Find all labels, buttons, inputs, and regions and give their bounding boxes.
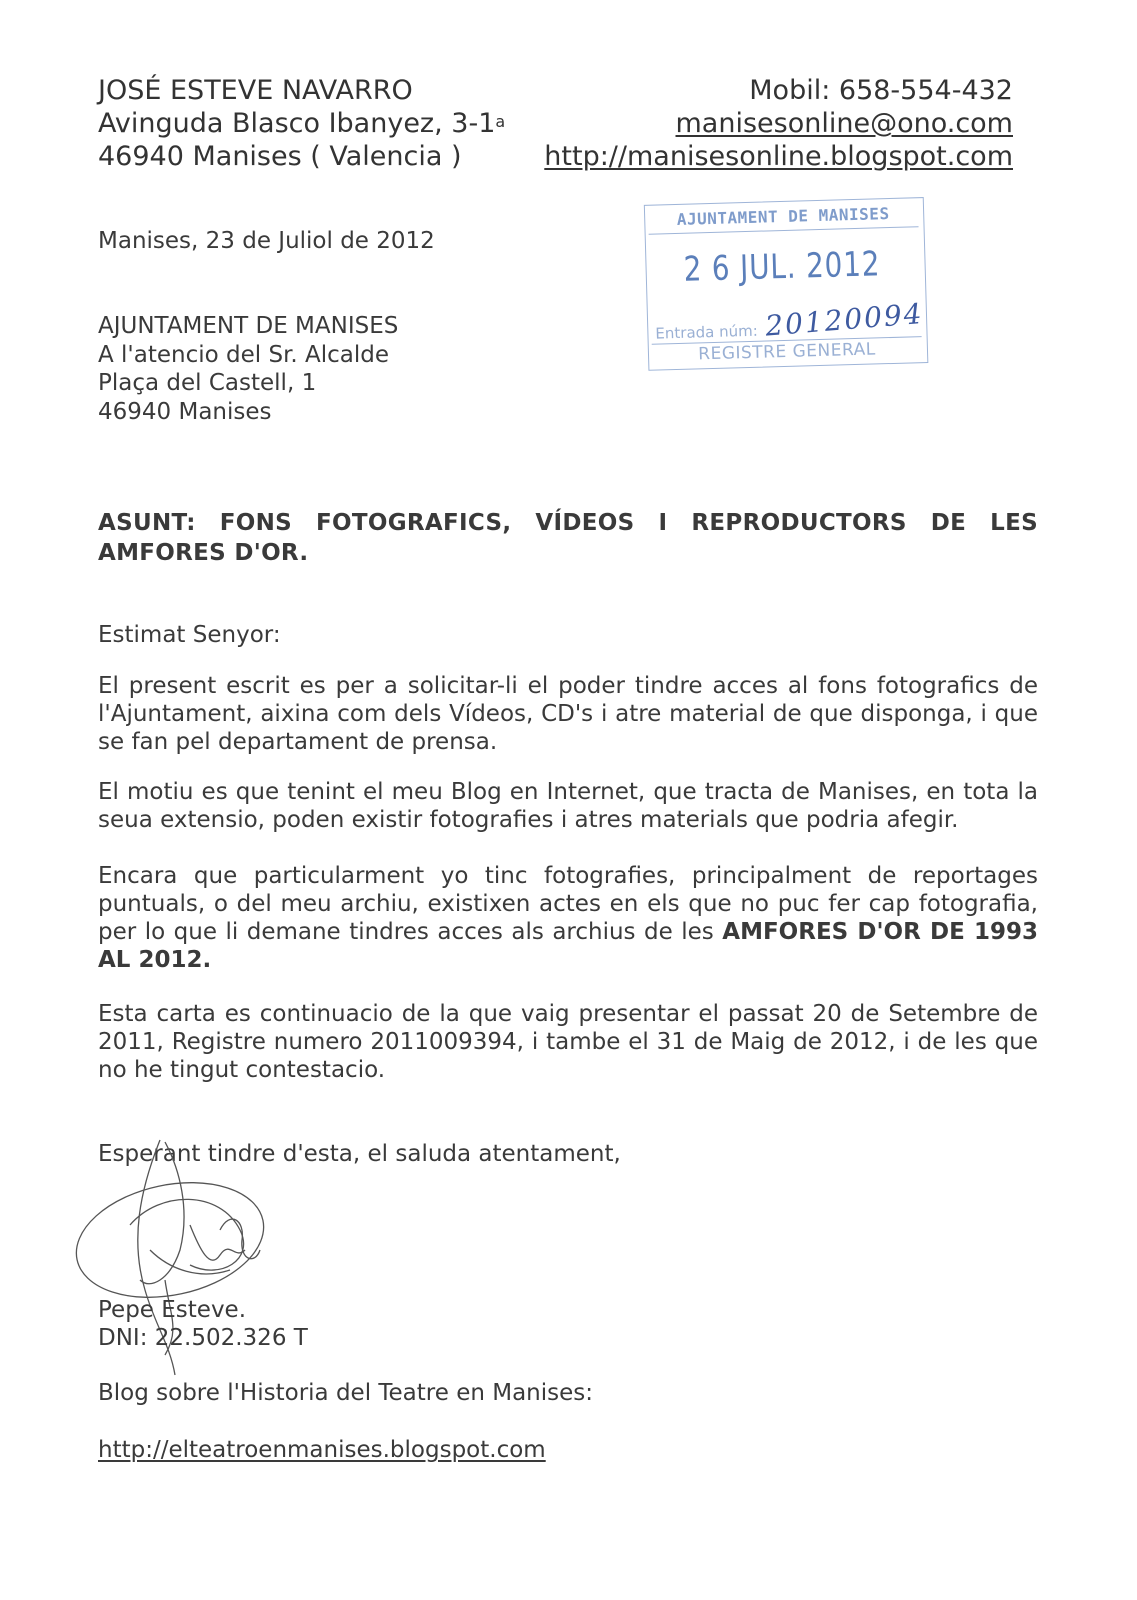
sender-address-line: Avinguda Blasco Ibanyez, 3-1: [98, 108, 496, 139]
blog-url-link[interactable]: http://elteatroenmanises.blogspot.com: [98, 1437, 546, 1463]
recipient-line-3: Plaça del Castell, 1: [98, 370, 317, 396]
recipient-line-2: A l'atencio del Sr. Alcalde: [98, 341, 390, 368]
contact-mobile: Mobil: 658-554-432: [749, 75, 1013, 106]
letter-closing: Esperant tindre d'esta, el saluda atentament,: [98, 1141, 621, 1167]
stamp-entrada-number: 20120094: [764, 296, 925, 343]
sender-block: [98, 74, 505, 173]
blog-label: Blog sobre l'Historia del Teatre en Manises:: [98, 1380, 594, 1406]
stamp-entrada-label: Entrada núm:: [655, 321, 759, 343]
body-paragraph-3: [98, 862, 1038, 974]
body-paragraph-4: Esta carta es continuacio de la que vaig presentar el passat 20 de Setembre de 2011, Registre numero 2011009394, i tambe el 31 de Maig de 2012, i de les que no he tingut contestacio.: [98, 1001, 1038, 1083]
stamp-date: 2 6 JUL. 2012: [683, 244, 881, 290]
sender-address-sup: a: [495, 112, 506, 131]
stamp-title: AJUNTAMENT DE MANISES: [676, 204, 890, 229]
body-paragraph-3-bold: AMFORES D'OR DE 1993 AL 2012.: [98, 919, 1038, 973]
contact-block: [544, 74, 1013, 173]
sender-address: [98, 107, 505, 140]
stamp-footer: REGISTRE GENERAL: [698, 339, 876, 365]
signer-dni: DNI: 22.502.326 T: [98, 1325, 308, 1351]
recipient-line-4: 46940 Manises: [98, 398, 272, 425]
contact-email-link[interactable]: manisesonline@ono.com: [675, 108, 1013, 139]
recipient-block: [98, 312, 398, 426]
letter-greeting: Estimat Senyor:: [98, 622, 281, 648]
registry-stamp: [636, 193, 931, 369]
signer-block: [98, 1296, 308, 1352]
recipient-line-1: AJUNTAMENT DE MANISES: [98, 313, 399, 339]
body-paragraph-1: El present escrit es per a solicitar-li el poder tindre acces al fons fotografics de l'Ajuntament, aixina com dels Vídeos, CD's i atre material de que disponga, i que se fan pel departament de prensa.: [98, 673, 1038, 755]
letter-date: Manises, 23 de Juliol de 2012: [98, 228, 435, 254]
letter-subject: ASUNT: FONS FOTOGRAFICS, VÍDEOS I REPRODUCTORS DE LES AMFORES D'OR.: [98, 510, 1038, 566]
sender-city: 46940 Manises ( Valencia ): [98, 141, 462, 172]
body-paragraph-2: El motiu es que tenint el meu Blog en Internet, que tracta de Manises, en tota la seua extensio, poden existir fotografies i atres materials que podria afegir.: [98, 779, 1038, 833]
body-paragraph-3-text: Encara que particularment yo tinc fotografies, principalment de reportages puntuals, o del meu archiu, existixen actes en els que no puc fer cap fotografia, per lo que li demane tindres acces als archius de les: [98, 863, 1038, 945]
sender-name: JOSÉ ESTEVE NAVARRO: [98, 75, 413, 106]
signer-name: Pepe Esteve.: [98, 1297, 247, 1323]
contact-website-link[interactable]: http://manisesonline.blogspot.com: [544, 141, 1013, 172]
